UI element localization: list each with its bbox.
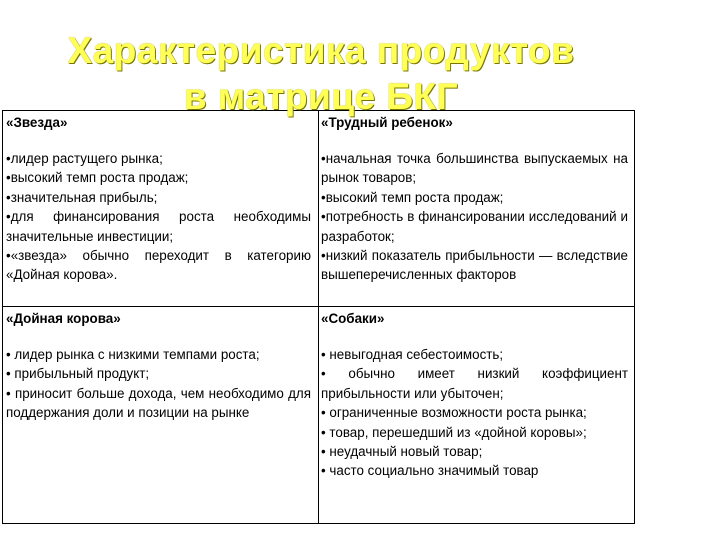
table-vertical-divider [318, 111, 319, 523]
slide-title-line-2: в матрице БКГ [183, 76, 459, 117]
list-item: • прибыльный продукт; [6, 366, 150, 382]
list-item: •лидер растущего рынка; [6, 151, 163, 166]
cow-list [6, 345, 311, 423]
slide-title-line-1: Характеристика продуктов [67, 30, 575, 71]
list-item: •значительная прибыль; [6, 189, 158, 205]
slide-title [0, 28, 642, 120]
list-item: •высокий темп роста продаж; [6, 170, 189, 186]
star-list [6, 149, 311, 285]
list-item: •для финансирования роста необходимы значительные инвестиции; [6, 209, 311, 244]
list-item: • лидер рынка с низкими темпами роста; [6, 347, 260, 362]
list-item: •низкий показатель прибыльности — вследствие вышеперечисленных факторов [321, 248, 628, 283]
dog-list [321, 345, 628, 481]
list-item: • неудачный новый товар; [321, 444, 483, 460]
list-item: • невыгодная себестоимость; [321, 347, 504, 362]
bcg-matrix-table [2, 110, 635, 524]
question-heading: «Трудный ребенок» [321, 115, 453, 130]
table-horizontal-divider [3, 306, 634, 307]
star-heading: «Звезда» [6, 115, 68, 130]
cow-heading: «Дойная корова» [6, 311, 121, 326]
list-item: •высокий темп роста продаж; [321, 189, 504, 205]
list-item: •потребность в финансировании исследований и разработок; [321, 209, 628, 244]
list-item: • часто социально значимый товар [321, 463, 539, 479]
list-item: • товар, перешедший из «дойной коровы»; [321, 424, 587, 440]
list-item: • ограниченные возможности роста рынка; [321, 405, 587, 421]
dog-heading: «Собаки» [321, 311, 385, 326]
star-cell [6, 113, 311, 285]
list-item: • приносит больше дохода, чем необходимо для поддержания доли и позиции на рынке [6, 385, 311, 421]
cow-cell [6, 309, 311, 423]
list-item: • обычно имеет низкий коэффициент прибыльности или убыточен; [321, 366, 628, 401]
dog-cell [321, 309, 628, 481]
question-cell [321, 113, 628, 285]
question-list [321, 149, 628, 285]
list-item: •начальная точка большинства выпускаемых на рынок товаров; [321, 151, 628, 186]
list-item: •«звезда» обычно переходит в категорию «Дойная корова». [6, 248, 311, 283]
